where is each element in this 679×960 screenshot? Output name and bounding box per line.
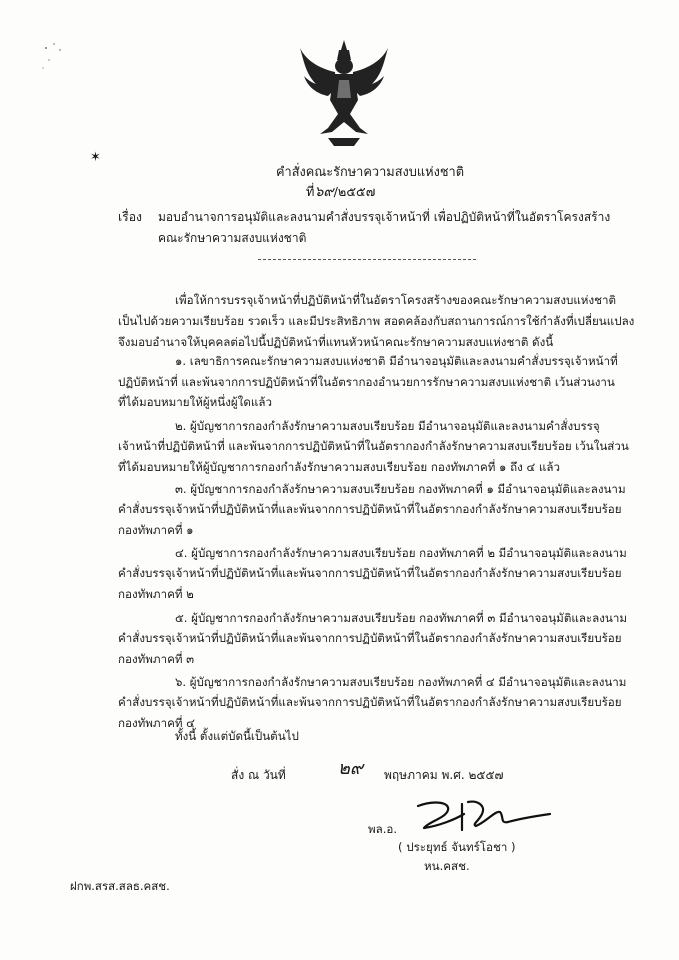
order-number-suffix: /๒๕๕๗ xyxy=(333,185,376,200)
item2-line-1: ๒. ผู้บัญชาการกองกำลังรักษาความสงบเรียบร้อย มีอำนาจอนุมัติและลงนามคำสั่งบรรจุ xyxy=(175,419,600,433)
intro-line-1: เพื่อให้การบรรจุเจ้าหน้าที่ปฏิบัติหน้าที่ในอัตราโครงสร้างของคณะรักษาความสงบแห่งชาติ xyxy=(175,293,617,307)
item3-line-3: กองทัพภาคที่ ๑ xyxy=(118,523,194,537)
item2-line-3: ที่ได้มอบหมายให้ผู้บัญชาการกองกำลังรักษาความสงบเรียบร้อย กองทัพภาคที่ ๑ ถึง ๔ แล้ว xyxy=(118,460,561,474)
item2-line-2: เจ้าหน้าที่ปฏิบัติหน้าที่ และพ้นจากการปฏิบัติหน้าที่ในอัตรากองกำลังรักษาความสงบเรียบร้อย เว้นในส่วน xyxy=(118,439,629,453)
intro-line-3: จึงมอบอำนาจให้บุคคลต่อไปนี้ปฏิบัติหน้าที่แทนหัวหน้าคณะรักษาความสงบแห่งชาติ ดังนี้ xyxy=(118,335,554,349)
garuda-emblem-icon xyxy=(298,38,390,148)
order-number-handwritten: ๖๙ xyxy=(314,184,334,200)
item4-line-2: คำสั่งบรรจุเจ้าหน้าที่ปฏิบัติหน้าที่และพ้นจากการปฏิบัติหน้าที่ในอัตรากองกำลังรักษาความสงบเรียบร้อย xyxy=(118,566,622,580)
item6-line-2: คำสั่งบรรจุเจ้าหน้าที่ปฏิบัติหน้าที่และพ้นจากการปฏิบัติหน้าที่ในอัตรากองกำลังรักษาความสงบเรียบร้อย xyxy=(118,695,622,709)
subject-line-1: มอบอำนาจการอนุมัติและลงนามคำสั่งบรรจุเจ้าหน้าที่ เพื่อปฏิบัติหน้าที่ในอัตราโครงสร้าง xyxy=(158,210,611,224)
scan-specks xyxy=(40,40,80,80)
signer-position: หน.คสช. xyxy=(424,859,470,873)
order-number xyxy=(306,183,375,202)
item5-line-1: ๕. ผู้บัญชาการกองกำลังรักษาความสงบเรียบร้อย กองทัพภาคที่ ๓ มีอำนาจอนุมัติและลงนาม xyxy=(175,611,628,625)
intro-line-2: เป็นไปด้วยความเรียบร้อย รวดเร็ว และมีประสิทธิภาพ สอดคล้องกับสถานการณ์การใช้กำลังที่เปลี่ยนแปลง xyxy=(118,314,635,328)
signer-rank: พล.อ. xyxy=(368,822,398,836)
item1-line-1: ๑. เลขาธิการคณะรักษาความสงบแห่งชาติ มีอำนาจอนุมัติและลงนามคำสั่งบรรจุเจ้าหน้าที่ xyxy=(175,354,618,368)
office-reference: ฝกพ.สรส.สลธ.คสช. xyxy=(70,879,170,893)
item1-line-2: ปฏิบัติหน้าที่ และพ้นจากการปฏิบัติหน้าที่ในอัตรากองอำนวยการรักษาความสงบแห่งชาติ เว้นส่วนงาน xyxy=(118,375,615,389)
signer-name: ( ประยุทธ์ จันทร์โอชา ) xyxy=(398,840,516,854)
item5-line-2: คำสั่งบรรจุเจ้าหน้าที่ปฏิบัติหน้าที่และพ้นจากการปฏิบัติหน้าที่ในอัตรากองกำลังรักษาความสงบเรียบร้อย xyxy=(118,631,622,645)
item3-line-1: ๓. ผู้บัญชาการกองกำลังรักษาความสงบเรียบร้อย กองทัพภาคที่ ๑ มีอำนาจอนุมัติและลงนาม xyxy=(175,482,626,496)
subject-label: เรื่อง xyxy=(118,210,142,224)
item6-line-1: ๖. ผู้บัญชาการกองกำลังรักษาความสงบเรียบร้อย กองทัพภาคที่ ๔ มีอำนาจอนุมัติและลงนาม xyxy=(175,675,627,689)
item5-line-3: กองทัพภาคที่ ๓ xyxy=(118,652,195,666)
item3-line-2: คำสั่งบรรจุเจ้าหน้าที่ปฏิบัติหน้าที่และพ้นจากการปฏิบัติหน้าที่ในอัตรากองกำลังรักษาความสงบเรียบร้อย xyxy=(118,502,622,516)
item4-line-1: ๔. ผู้บัญชาการกองกำลังรักษาความสงบเรียบร้อย กองทัพภาคที่ ๒ มีอำนาจอนุมัติและลงนาม xyxy=(175,546,627,560)
item1-line-3: ที่ได้มอบหมายให้ผู้หนึ่งผู้ใดแล้ว xyxy=(118,395,272,409)
item4-line-3: กองทัพภาคที่ ๒ xyxy=(118,587,194,601)
asterisk-mark: ✶ xyxy=(90,150,101,165)
date-rest: พฤษภาคม พ.ศ. ๒๕๕๗ xyxy=(384,768,504,782)
order-title: คำสั่งคณะรักษาความสงบแห่งชาติ xyxy=(276,165,465,180)
subject-line-2: คณะรักษาความสงบแห่งชาติ xyxy=(158,231,307,245)
handwritten-signature xyxy=(404,796,554,836)
order-number-prefix: ที่ xyxy=(306,185,315,200)
date-prefix: สั่ง ณ วันที่ xyxy=(231,768,286,782)
effective-clause: ทั้งนี้ ตั้งแต่บัดนี้เป็นต้นไป xyxy=(175,729,299,743)
item6-line-3: กองทัพภาคที่ ๔ xyxy=(118,716,195,730)
header-divider xyxy=(258,259,476,260)
date-day-handwritten: ๒๙ xyxy=(338,758,364,779)
